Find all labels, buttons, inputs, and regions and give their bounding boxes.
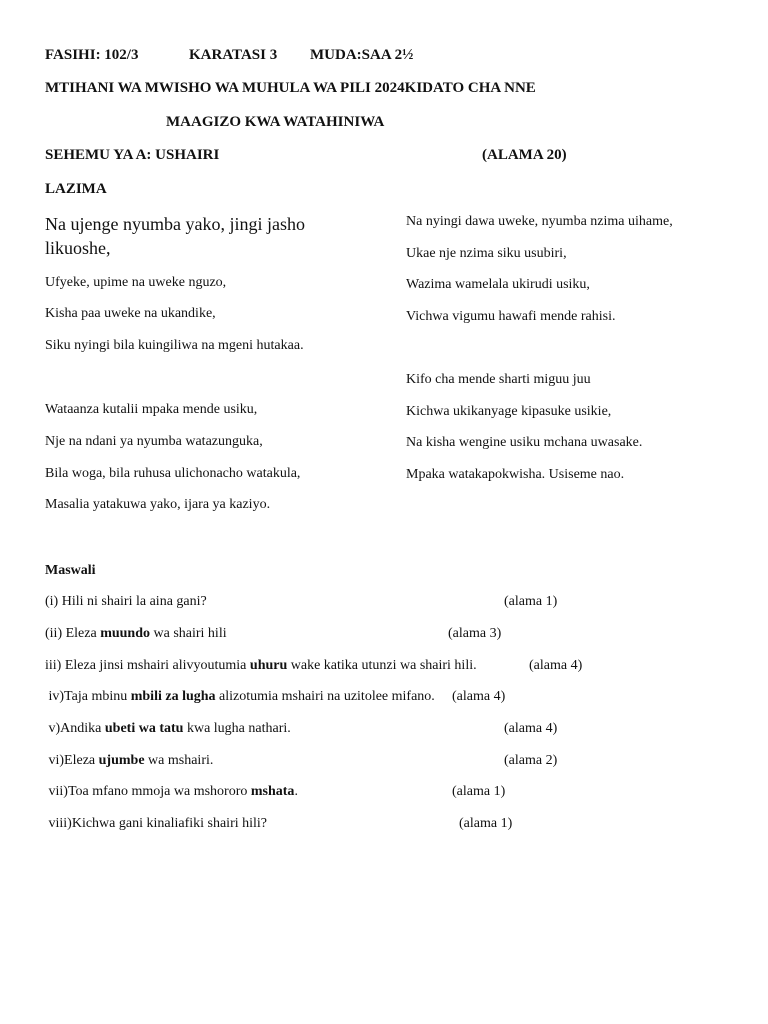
poem-line: Wazima wamelala ukirudi usiku,	[406, 277, 590, 292]
question-8: viii)Kichwa gani kinaliafiki shairi hili?	[45, 816, 267, 831]
poem-line: Kichwa ukikanyage kipasuke usikie,	[406, 404, 612, 419]
question-3-marks: (alama 4)	[529, 658, 583, 673]
poem-line: Ufyeke, upime na uweke nguzo,	[45, 275, 227, 290]
paper-number: KARATASI 3	[189, 47, 278, 63]
poem-line: Kisha paa uweke na ukandike,	[45, 306, 216, 321]
poem-line: Wataanza kutalii mpaka mende usiku,	[45, 402, 258, 417]
question-2-marks: (alama 3)	[448, 626, 502, 641]
poem-line: Nje na ndani ya nyumba watazunguka,	[45, 434, 263, 449]
poem-line: Masalia yatakuwa yako, ijara ya kaziyo.	[45, 497, 271, 512]
question-4-marks: (alama 4)	[452, 689, 506, 704]
question-2: (ii) Eleza muundo wa shairi hili	[45, 626, 227, 641]
poem-line: Kifo cha mende sharti miguu juu	[406, 372, 591, 387]
paper-code: FASIHI: 102/3	[45, 47, 139, 63]
question-6: vi)Eleza ujumbe wa mshairi.	[45, 753, 214, 768]
exam-title: MTIHANI WA MWISHO WA MUHULA WA PILI 2024KIDATO CHA NNE	[45, 80, 536, 96]
question-6-marks: (alama 2)	[504, 753, 558, 768]
questions-heading: Maswali	[45, 563, 96, 578]
section-marks: (ALAMA 20)	[482, 147, 567, 163]
instructions-heading: MAAGIZO KWA WATAHINIWA	[166, 114, 385, 130]
question-1-marks: (alama 1)	[504, 594, 558, 609]
time-allowed: MUDA:SAA 2½	[310, 47, 414, 63]
poem-line: Siku nyingi bila kuingiliwa na mgeni hutakaa.	[45, 338, 304, 353]
question-5: v)Andika ubeti wa tatu kwa lugha nathari.	[45, 721, 291, 736]
poem-line: Bila woga, bila ruhusa ulichonacho watakula,	[45, 466, 301, 481]
poem-line: Na kisha wengine usiku mchana uwasake.	[406, 435, 643, 450]
section-heading: SEHEMU YA A: USHAIRI	[45, 147, 220, 163]
question-3: iii) Eleza jinsi mshairi alivyoutumia uhuru wake katika utunzi wa shairi hili.	[45, 658, 477, 673]
question-7-marks: (alama 1)	[452, 784, 506, 799]
poem-line: Mpaka watakapokwisha. Usiseme nao.	[406, 467, 625, 482]
poem-line: Na ujenge nyumba yako, jingi jasho likuoshe,	[45, 214, 305, 258]
poem-line: Na nyingi dawa uweke, nyumba nzima uihame,	[406, 214, 673, 229]
poem-line: Vichwa vigumu hawafi mende rahisi.	[406, 309, 616, 324]
question-1: (i) Hili ni shairi la aina gani?	[45, 594, 207, 609]
question-5-marks: (alama 4)	[504, 721, 558, 736]
poem-line: Ukae nje nzima siku usubiri,	[406, 246, 567, 261]
question-7: vii)Toa mfano mmoja wa mshororo mshata.	[45, 784, 298, 799]
question-8-marks: (alama 1)	[459, 816, 513, 831]
question-4: iv)Taja mbinu mbili za lugha alizotumia mshairi na uzitolee mifano.	[45, 689, 435, 704]
compulsory-label: LAZIMA	[45, 181, 107, 197]
